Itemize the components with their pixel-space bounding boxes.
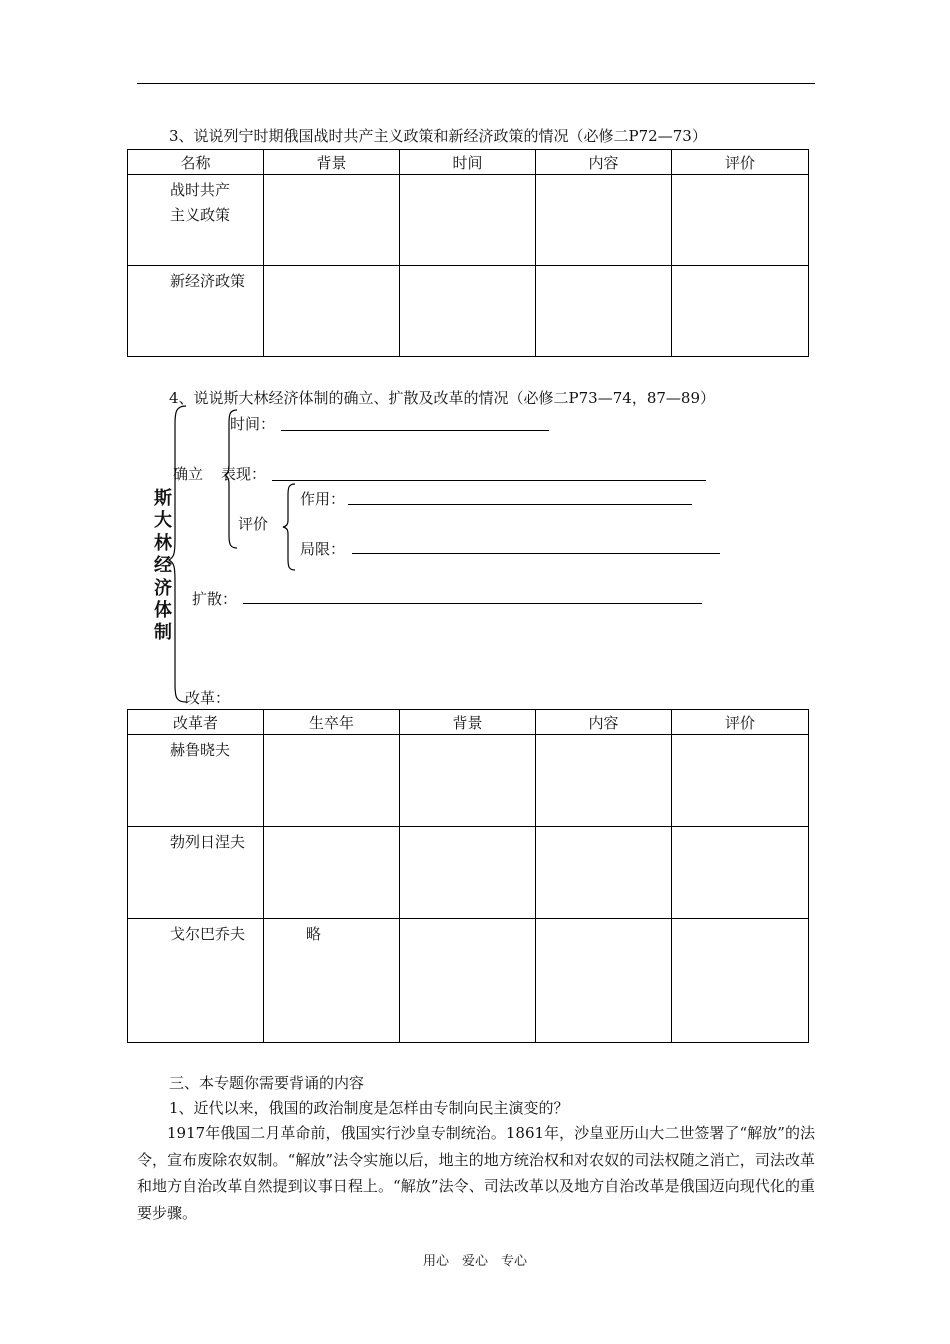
section4-title: 4、说说斯大林经济体制的确立、扩散及改革的情况（必修二P73—74，87—89）: [169, 389, 715, 407]
policy-name-line: 新经济政策: [170, 272, 246, 290]
policy-name-cell: [128, 266, 264, 357]
policy-name-line: 战时共产: [170, 181, 231, 199]
col-header: 生卒年: [264, 710, 400, 735]
table-cell: [264, 266, 400, 357]
table-row: [128, 175, 809, 266]
spread-label: 扩散：: [192, 590, 238, 608]
table-cell: [536, 175, 672, 266]
time-label: 时间：: [230, 415, 276, 433]
footer: 用心 爱心 专心: [422, 1254, 527, 1269]
section3-title: 3、说说列宁时期俄国战时共产主义政策和新经济政策的情况（必修二P72—73）: [169, 127, 707, 145]
table-cell: [264, 175, 400, 266]
table-row: [128, 735, 809, 827]
reform-label: 改革：: [185, 689, 231, 707]
table-cell: [672, 827, 809, 919]
spread-blank[interactable]: [243, 603, 702, 604]
part3-heading: 三、本专题你需要背诵的内容: [169, 1074, 365, 1092]
table-cell: [400, 735, 536, 827]
table-row: [128, 919, 809, 1043]
question-1: 1、近代以来，俄国的政治制度是怎样由专制向民主演变的？: [169, 1099, 569, 1117]
performance-blank[interactable]: [272, 480, 706, 481]
header-rule: [137, 83, 815, 84]
table-row: [128, 266, 809, 357]
effect-blank[interactable]: [348, 504, 692, 505]
col-header: 名称: [128, 150, 264, 175]
effect-label: 作用：: [300, 490, 346, 508]
reformer-years: 略: [264, 919, 400, 1043]
table-header-row: [128, 710, 809, 735]
reformer-years: [264, 735, 400, 827]
table-header-row: [128, 150, 809, 175]
table-cell: [536, 735, 672, 827]
col-header: 评价: [672, 150, 809, 175]
col-header: 时间: [400, 150, 536, 175]
reformer-name: 赫鲁晓夫: [128, 735, 264, 827]
col-header: 背景: [400, 710, 536, 735]
table-cell: [400, 266, 536, 357]
col-header: 内容: [536, 710, 672, 735]
policy-name-line: 主义政策: [170, 206, 231, 224]
table-cell: [400, 919, 536, 1043]
table-cell: [400, 827, 536, 919]
table-cell: [672, 919, 809, 1043]
table-cell: [400, 175, 536, 266]
limit-blank[interactable]: [352, 553, 720, 554]
reformer-years: [264, 827, 400, 919]
col-header: 背景: [264, 150, 400, 175]
performance-label: 表现：: [221, 465, 267, 483]
col-header: 改革者: [128, 710, 264, 735]
col-header: 评价: [672, 710, 809, 735]
table-cell: [536, 266, 672, 357]
evaluation-brace: [282, 483, 296, 571]
table-row: [128, 827, 809, 919]
limit-label: 局限：: [300, 540, 346, 558]
evaluation-label: 评价: [238, 515, 269, 533]
policy-name-cell: [128, 175, 264, 266]
table-cell: [536, 827, 672, 919]
vertical-title: 斯大林经济体制: [154, 488, 172, 644]
reform-table: [127, 709, 809, 1043]
policy-table: [127, 149, 809, 357]
table-cell: [672, 175, 809, 266]
table-cell: [672, 266, 809, 357]
answer-paragraph: 1917年俄国二月革命前，俄国实行沙皇专制统治。1861年，沙皇亚历山大二世签署了“解放”的法令，宣布废除农奴制。“解放”法令实施以后，地主的地方统治权和对农奴的司法权随之消亡，司法改革和地方自治改革自然提到议事日程上。“解放”法令、司法改革以及地方自治改革是俄国迈向现代化的重要步骤。: [137, 1124, 815, 1222]
col-header: 内容: [536, 150, 672, 175]
time-blank[interactable]: [281, 430, 549, 431]
reformer-name: 勃列日涅夫: [128, 827, 264, 919]
establish-label: 确立: [173, 465, 204, 483]
table-cell: [536, 919, 672, 1043]
reformer-name: 戈尔巴乔夫: [128, 919, 264, 1043]
table-cell: [672, 735, 809, 827]
